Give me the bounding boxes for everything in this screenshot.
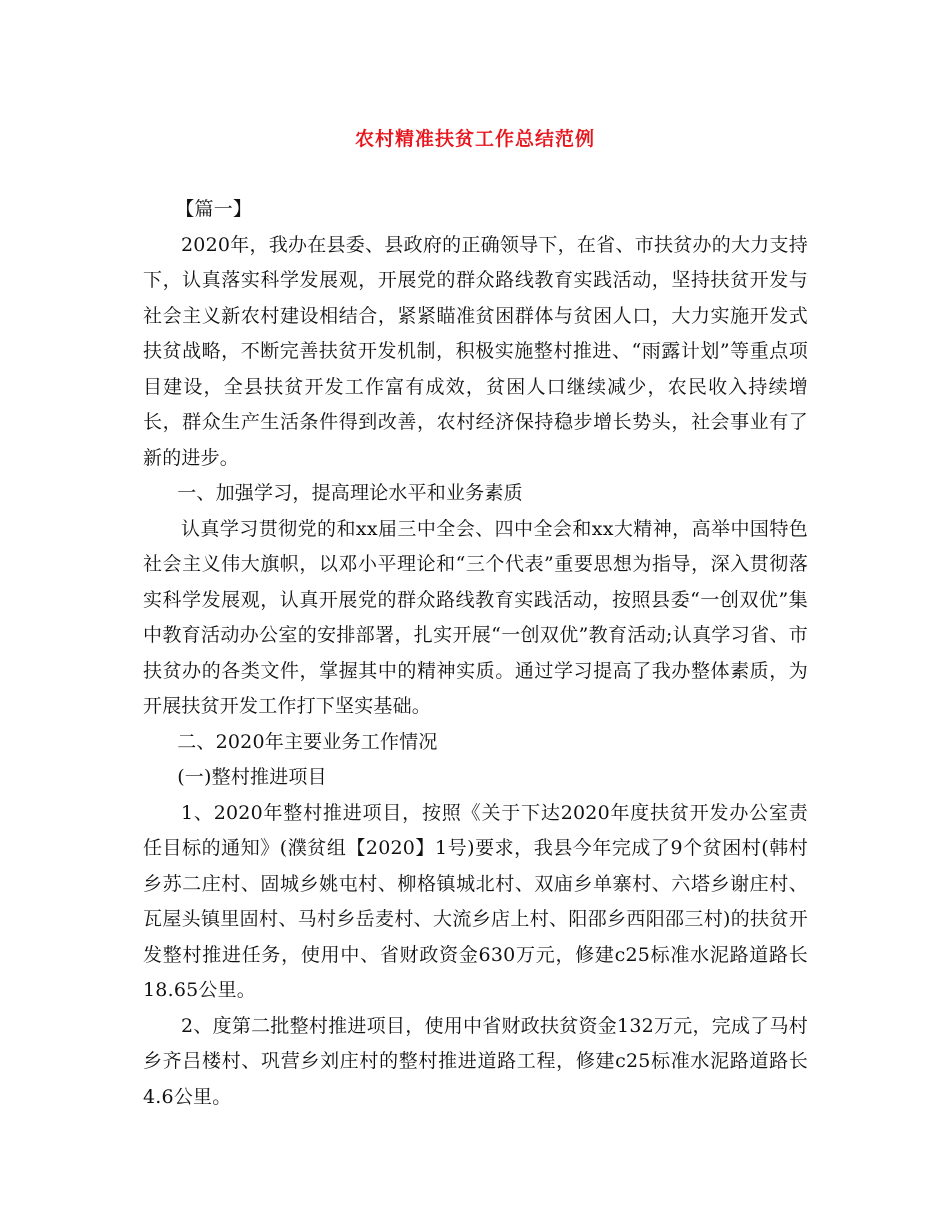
paragraph-project-2: 2、度第二批整村推进项目，使用中省财政扶贫资金132万元，完成了马村乡齐吕楼村、巩营乡刘庄村的整村推进道路工程，修建c25标准水泥路道路长4.6公里。	[143, 1014, 808, 1108]
paragraph-study: 认真学习贯彻党的和xx届三中全会、四中全会和xx大精神，高举中国特色社会主义伟大旗帜，以邓小平理论和“三个代表”重要思想为指导，深入贯彻落实科学发展观，认真开展党的群众路线教育实践活动，按照县委“一创双优”集中教育活动办公室的安排部署，扎实开展“一创双优”教育活动;认真学习省、市扶贫办的各类文件，掌握其中的精神实质。通过学习提高了我办整体素质，为开展扶贫开发工作打下坚实基础。	[143, 517, 808, 717]
heading-main-work: 二、2020年主要业务工作情况	[177, 730, 438, 753]
paragraph-intro: 2020年，我办在县委、县政府的正确领导下，在省、市扶贫办的大力支持下，认真落实科学发展观，开展党的群众路线教育实践活动，坚持扶贫开发与社会主义新农村建设相结合，紧紧瞄准贫困群体与贫困人口，大力实施开发式扶贫战略，不断完善扶贫开发机制，积极实施整村推进、“雨露计划”等重点项目建设，全县扶贫开发工作富有成效，贫困人口继续减少，农民收入持续增长，群众生产生活条件得到改善，农村经济保持稳步增长势头，社会事业有了新的进步。	[143, 233, 808, 469]
document-title: 农村精准扶贫工作总结范例	[354, 128, 595, 150]
section-mark: 【篇一】	[175, 198, 253, 220]
subheading-village-project: (一)整村推进项目	[177, 766, 327, 788]
heading-study: 一、加强学习，提高理论水平和业务素质	[177, 482, 523, 504]
paragraph-project-1: 1、2020年整村推进项目，按照《关于下达2020年度扶贫开发办公室责任目标的通知》(濮贫组【2020】1号)要求，我县今年完成了9个贫困村(韩村乡苏二庄村、固城乡姚屯村、柳格镇城北村、双庙乡单寨村、六塔乡谢庄村、瓦屋头镇里固村、马村乡岳麦村、大流乡店上村、阳邵乡西阳邵三村)的扶贫开发整村推进任务，使用中、省财政资金630万元，修建c25标准水泥路道路长18.65公里。	[143, 801, 808, 1001]
document-body	[143, 192, 808, 1115]
